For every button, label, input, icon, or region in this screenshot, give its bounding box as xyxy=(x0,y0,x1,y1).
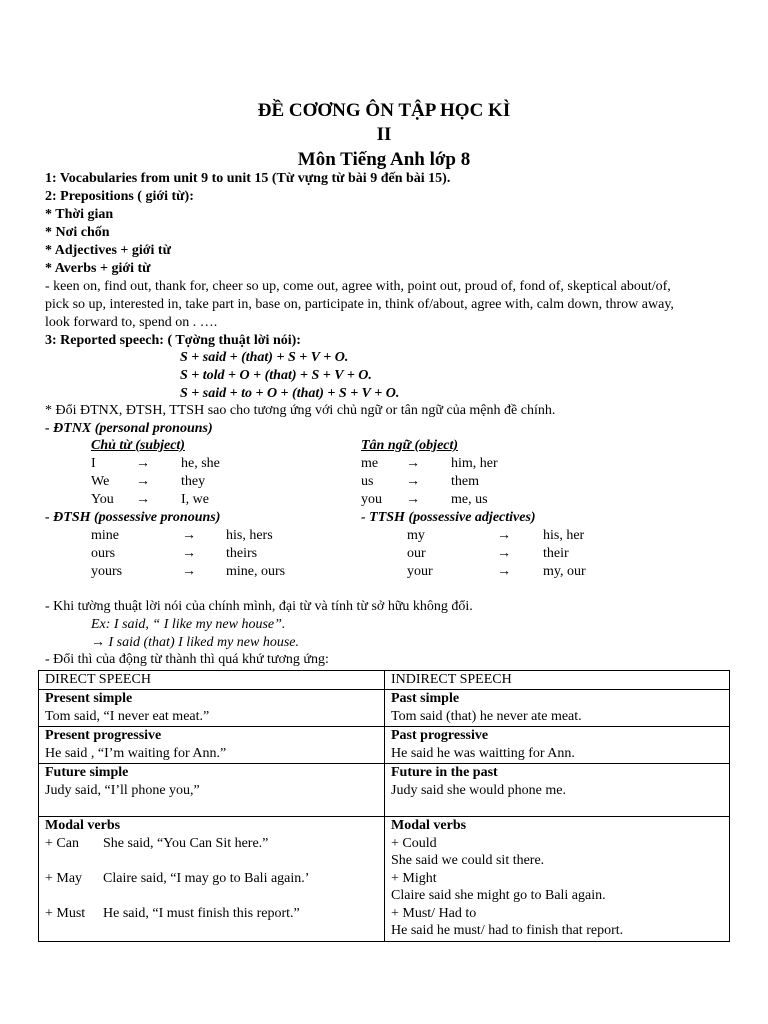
tense-change-note: - Đổi thì của động từ thành thì quá khứ tương ứng: xyxy=(45,652,329,667)
modal-verb: + Can xyxy=(45,835,79,851)
prep-item-time: * Thời gian xyxy=(45,207,114,222)
section-2-heading: 2: Prepositions ( giới từ): xyxy=(45,189,194,204)
modal-example xyxy=(45,870,378,888)
tense-title: Present simple xyxy=(45,691,133,706)
dtsh-to: theirs xyxy=(226,546,258,561)
subject-to: they xyxy=(181,474,206,489)
dtsh-from: mine xyxy=(91,528,119,543)
direct-cell xyxy=(39,764,385,817)
direct-cell xyxy=(39,690,385,727)
object-from: you xyxy=(361,492,382,507)
ttsh-to: their xyxy=(543,546,569,561)
example-reported: → I said (that) I liked my new house. xyxy=(91,635,300,650)
ttsh-from: your xyxy=(407,564,433,579)
arrow-icon: → xyxy=(182,564,196,579)
modal-verb: + Could xyxy=(391,835,437,851)
tense-title: Modal verbs xyxy=(45,818,121,833)
prep-list-line-2: pick so up, interested in, take part in, base on, participate in, think of/about, agree with, calm down, throw away, xyxy=(45,297,674,312)
dtsh-from: ours xyxy=(91,546,116,561)
tense-title: Past progressive xyxy=(391,728,489,743)
ttsh-from: my xyxy=(407,528,425,543)
example-text: Claire said she might go to Bali again. xyxy=(391,888,606,903)
modal-verb: + Must/ Had to xyxy=(391,905,477,921)
arrow-icon: → xyxy=(406,492,420,507)
prep-item-adjectives: * Adjectives + giới từ xyxy=(45,243,171,258)
table-row xyxy=(39,690,730,727)
ttsh-from: our xyxy=(407,546,426,561)
arrow-icon: → xyxy=(136,492,150,507)
example-text: Judy said she would phone me. xyxy=(391,782,566,798)
own-speech-note: - Khi tường thuật lời nói của chính mình, đại từ và tính từ sở hữu không đổi. xyxy=(45,599,473,614)
indirect-cell xyxy=(385,727,730,764)
subject-heading: Chủ từ (subject) xyxy=(91,438,185,453)
tense-title: Present progressive xyxy=(45,728,162,743)
arrow-icon: → xyxy=(136,456,150,471)
object-heading: Tân ngữ (object) xyxy=(361,438,459,453)
arrow-icon: → xyxy=(182,528,196,543)
example-text: Tom said, “I never eat meat.” xyxy=(45,708,210,724)
prep-list-line-1: - keen on, find out, thank for, cheer so up, come out, agree with, point out, proud of, fond of, skeptical about/of, xyxy=(45,279,671,294)
subject-from: You xyxy=(91,492,114,507)
example-text: Tom said (that) he never ate meat. xyxy=(391,708,582,724)
dtnx-heading: - ĐTNX (personal pronouns) xyxy=(45,421,213,436)
tense-title: Future simple xyxy=(45,765,129,780)
indirect-cell xyxy=(385,764,730,817)
subject-to: I, we xyxy=(181,492,209,507)
example-direct: Ex: I said, “ I like my new house”. xyxy=(91,617,286,632)
indirect-cell xyxy=(385,690,730,727)
header-direct-speech: DIRECT SPEECH xyxy=(39,671,385,690)
formula-3: S + said + to + O + (that) + S + V + O. xyxy=(180,386,400,401)
pronoun-change-note: * Đổi ĐTNX, ĐTSH, TTSH sao cho tương ứng với chủ ngữ or tân ngữ của mệnh đề chính. xyxy=(45,403,556,418)
example-text: He said he must/ had to finish that report. xyxy=(391,923,624,938)
arrow-icon: → xyxy=(136,474,150,489)
dtsh-from: yours xyxy=(91,564,123,579)
example-text: He said he was waitting for Ann. xyxy=(391,745,575,761)
arrow-icon: → xyxy=(497,546,511,561)
prep-item-adverbs: * Averbs + giới từ xyxy=(45,261,151,276)
modal-example xyxy=(45,835,378,853)
formula-1: S + said + (that) + S + V + O. xyxy=(180,350,349,365)
modal-sentence: She said, “You Can Sit here.” xyxy=(103,835,269,851)
section-1-heading: 1: Vocabularies from unit 9 to unit 15 (Từ vựng từ bài 9 đến bài 15). xyxy=(45,171,451,186)
ttsh-to: my, our xyxy=(543,564,586,579)
table-header-row xyxy=(39,671,730,690)
object-from: us xyxy=(361,474,374,489)
section-3-heading: 3: Reported speech: ( Tợờng thuật lời nói): xyxy=(45,333,301,348)
subject-to: he, she xyxy=(181,456,220,471)
direct-cell xyxy=(39,817,385,942)
object-to: me, us xyxy=(451,492,488,507)
title-line-3: Môn Tiếng Anh lớp 8 xyxy=(297,149,471,170)
ttsh-heading: - TTSH (possessive adjectives) xyxy=(361,510,536,525)
tense-title: Modal verbs xyxy=(391,818,467,833)
tense-title: Future in the past xyxy=(391,765,498,780)
modal-sentence: He said, “I must finish this report.” xyxy=(103,905,300,921)
speech-conversion-table xyxy=(38,670,730,942)
spacer xyxy=(45,887,378,905)
dtsh-to: mine, ours xyxy=(226,564,286,579)
arrow-icon: → xyxy=(406,474,420,489)
subject-from: I xyxy=(91,456,96,471)
formula-2: S + told + O + (that) + S + V + O. xyxy=(180,368,372,383)
indirect-cell xyxy=(385,817,730,942)
spacer xyxy=(45,852,378,870)
object-from: me xyxy=(361,456,379,471)
example-text: She said we could sit there. xyxy=(391,853,545,868)
example-text: He said , “I’m waiting for Ann.” xyxy=(45,745,227,761)
header-indirect-speech: INDIRECT SPEECH xyxy=(385,671,730,690)
direct-cell xyxy=(39,727,385,764)
table-row xyxy=(39,764,730,817)
example-text: Judy said, “I’ll phone you,” xyxy=(45,782,200,798)
title-line-1: ĐỀ CƠƠNG ÔN TẬP HỌC KÌ xyxy=(257,100,511,121)
prep-list-line-3: look forward to, spend on . …. xyxy=(45,315,218,330)
object-to: him, her xyxy=(451,456,498,471)
dtsh-heading: - ĐTSH (possessive pronouns) xyxy=(45,510,221,525)
arrow-icon: → xyxy=(497,564,511,579)
modal-sentence: Claire said, “I may go to Bali again.’ xyxy=(103,870,310,886)
table-row-modal-verbs xyxy=(39,817,730,942)
arrow-icon: → xyxy=(406,456,420,471)
modal-example xyxy=(45,905,378,923)
title-line-2: II xyxy=(376,124,392,145)
dtsh-to: his, hers xyxy=(226,528,273,543)
table-row xyxy=(39,727,730,764)
arrow-icon: → xyxy=(182,546,196,561)
ttsh-to: his, her xyxy=(543,528,585,543)
modal-verb: + Might xyxy=(391,870,437,886)
modal-verb: + May xyxy=(45,870,83,886)
prep-item-place: * Nơi chốn xyxy=(45,225,110,240)
object-to: them xyxy=(451,474,479,489)
tense-title: Past simple xyxy=(391,691,460,706)
arrow-icon: → xyxy=(497,528,511,543)
modal-verb: + Must xyxy=(45,905,86,921)
subject-from: We xyxy=(91,474,110,489)
